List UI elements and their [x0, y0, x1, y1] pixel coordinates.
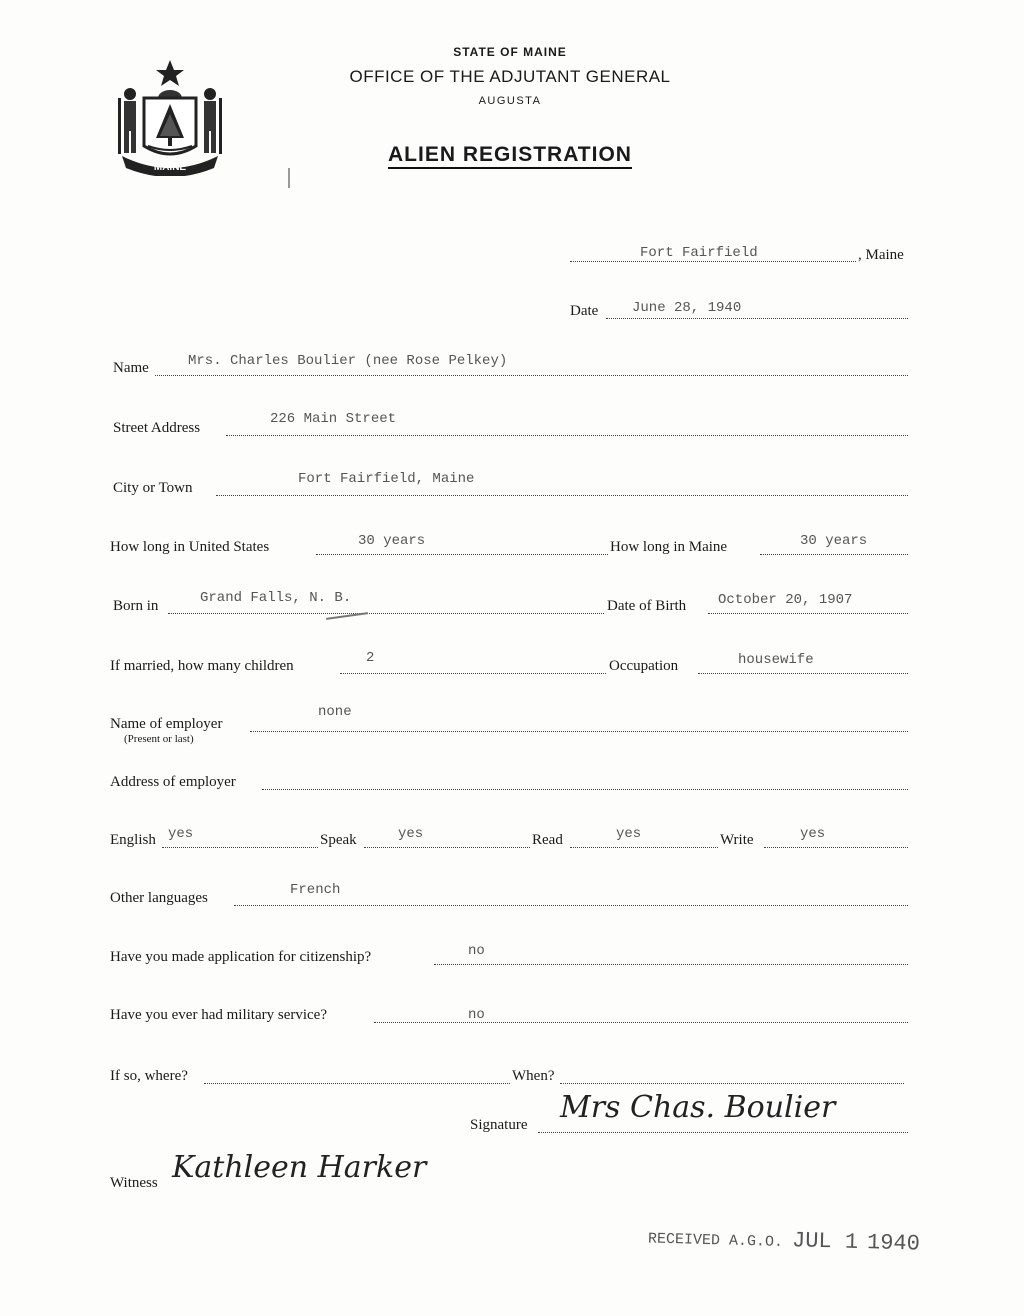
form-title: ALIEN REGISTRATION	[300, 143, 720, 167]
occupation-value: housewife	[738, 652, 814, 668]
emp-address-label: Address of employer	[110, 774, 236, 790]
citizenship-label: Have you made application for citizenship?	[110, 949, 372, 965]
seal-text: MAINE	[153, 162, 187, 173]
name-line	[155, 375, 908, 376]
city-line	[216, 495, 908, 496]
date-label: Date	[570, 303, 599, 319]
city-label: City or Town	[113, 480, 193, 496]
place-line	[570, 261, 856, 262]
languages-label: Other languages	[110, 890, 208, 906]
employer-value: none	[318, 704, 352, 720]
maine-line	[760, 554, 908, 555]
write-line	[764, 847, 908, 848]
write-label: Write	[720, 832, 754, 848]
english-line	[162, 847, 318, 848]
street-label: Street Address	[113, 420, 201, 436]
received-stamp	[648, 1224, 920, 1256]
state-seal-icon	[114, 58, 226, 176]
maine-value: 30 years	[800, 533, 868, 549]
us-label: How long in United States	[110, 539, 270, 555]
date-value: June 28, 1940	[632, 300, 742, 316]
stamp-year: 1940	[866, 1230, 921, 1257]
occupation-label: Occupation	[609, 658, 679, 674]
write-value: yes	[800, 826, 826, 842]
read-label: Read	[532, 832, 563, 848]
languages-value: French	[290, 882, 341, 898]
children-value: 2	[366, 650, 375, 666]
signature-value: Mrs Chas. Boulier	[560, 1090, 836, 1125]
us-line	[316, 554, 608, 555]
state-heading: STATE OF MAINE	[453, 45, 567, 59]
street-line	[226, 435, 908, 436]
citizenship-line	[434, 964, 908, 965]
employer-label: Name of employer	[110, 716, 223, 732]
city-value: Fort Fairfield, Maine	[298, 471, 475, 487]
us-value: 30 years	[358, 533, 426, 549]
english-label: English	[110, 832, 156, 848]
date-line	[606, 318, 908, 319]
name-value: Mrs. Charles Boulier (nee Rose Pelkey)	[188, 353, 508, 369]
dob-line	[708, 613, 908, 614]
employer-line	[250, 731, 908, 732]
military-label: Have you ever had military service?	[110, 1007, 327, 1023]
dob-label: Date of Birth	[607, 598, 687, 614]
dob-value: October 20, 1907	[718, 592, 853, 608]
born-value: Grand Falls, N. B.	[200, 590, 352, 606]
when-line	[560, 1083, 904, 1084]
read-line	[570, 847, 718, 848]
born-label: Born in	[113, 598, 159, 614]
occupation-line	[698, 673, 908, 674]
place-value: Fort Fairfield	[640, 245, 758, 261]
name-label: Name	[113, 360, 149, 376]
read-value: yes	[616, 826, 642, 842]
witness-value: Kathleen Harker	[172, 1150, 427, 1185]
children-line	[340, 673, 606, 674]
office-heading: OFFICE OF THE ADJUTANT GENERAL	[349, 67, 671, 86]
street-value: 226 Main Street	[270, 411, 397, 427]
speak-line	[364, 847, 530, 848]
citizenship-value: no	[468, 943, 485, 959]
signature-label: Signature	[470, 1117, 528, 1133]
emp-address-line	[262, 789, 908, 790]
born-line	[168, 613, 604, 614]
city-heading: AUGUSTA	[478, 95, 542, 107]
stamp-date: JUL 1	[791, 1228, 859, 1255]
where-line	[204, 1083, 510, 1084]
stamp-received: RECEIVED A.G.O.	[647, 1230, 784, 1251]
place-suffix: , Maine	[858, 247, 904, 263]
languages-line	[234, 905, 908, 906]
speak-value: yes	[398, 826, 424, 842]
maine-label: How long in Maine	[610, 539, 728, 555]
speak-label: Speak	[320, 832, 357, 848]
witness-label: Witness	[110, 1175, 158, 1191]
military-line	[374, 1022, 908, 1023]
employer-sub-label: (Present or last)	[124, 733, 194, 745]
stray-mark	[288, 168, 290, 188]
signature-line	[538, 1132, 908, 1133]
when-label: When?	[512, 1068, 555, 1084]
children-label: If married, how many children	[110, 658, 294, 674]
military-value: no	[468, 1007, 485, 1023]
english-value: yes	[168, 826, 194, 842]
where-label: If so, where?	[110, 1068, 188, 1084]
